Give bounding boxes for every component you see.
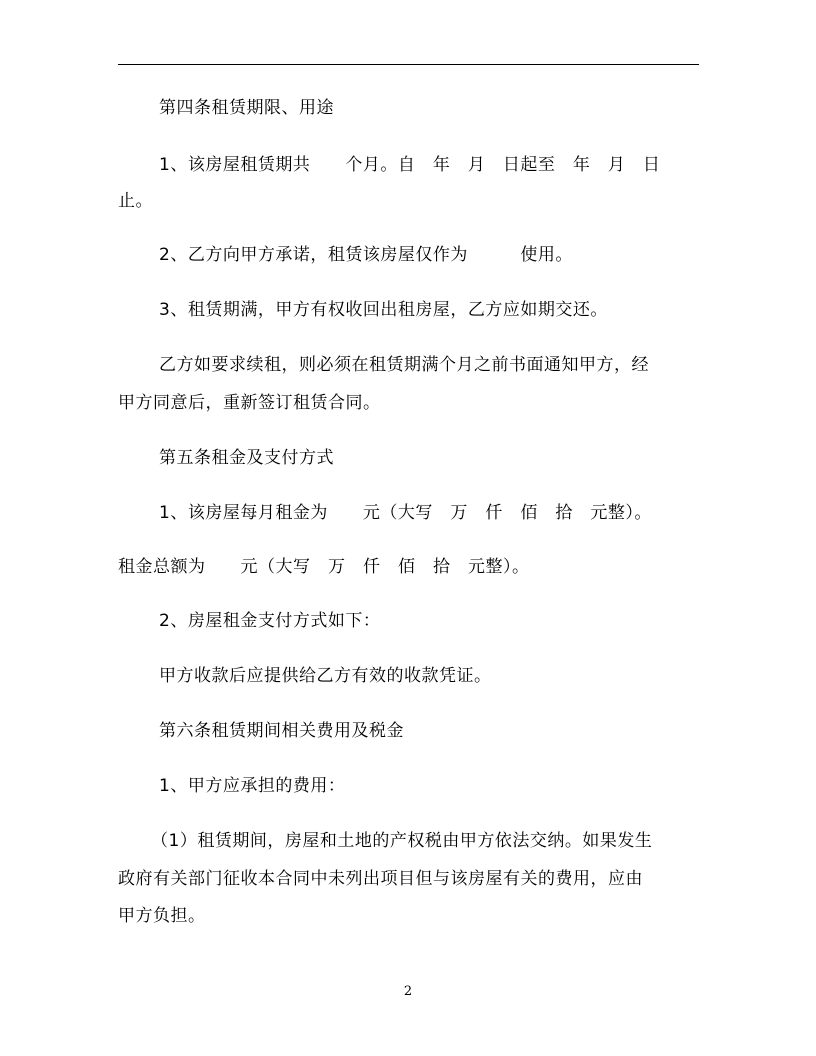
paragraph-line: 2、乙方向甲方承诺，租赁该房屋仅作为 使用。 — [159, 245, 573, 265]
paragraph-line: 1、该房屋租赁期共 个月。自 年 月 日起至 年 月 日 — [159, 155, 661, 175]
paragraph-line: 甲方负担。 — [118, 906, 206, 926]
article-4-heading: 第四条租赁期限、用途 — [159, 98, 334, 118]
header-rule — [118, 64, 699, 65]
paragraph-line: 甲方同意后，重新签订租赁合同。 — [118, 393, 381, 413]
paragraph-line: 3、租赁期满，甲方有权收回出租房屋，乙方应如期交还。 — [159, 300, 608, 320]
paragraph-line: 2、房屋租金支付方式如下： — [159, 611, 381, 631]
paragraph-line: 1、甲方应承担的费用： — [159, 776, 346, 796]
paragraph-line: 政府有关部门征收本合同中未列出项目但与该房屋有关的费用，应由 — [118, 869, 643, 889]
article-6-heading: 第六条租赁期间相关费用及税金 — [159, 721, 404, 741]
paragraph-line: 乙方如要求续租，则必须在租赁期满个月之前书面通知甲方，经 — [159, 355, 649, 375]
article-5-heading: 第五条租金及支付方式 — [159, 448, 334, 468]
paragraph-line: 止。 — [118, 191, 153, 211]
page-number: 2 — [403, 984, 413, 999]
paragraph-line: 甲方收款后应提供给乙方有效的收款凭证。 — [159, 666, 492, 686]
paragraph-line: （1）租赁期间，房屋和土地的产权税由甲方依法交纳。如果发生 — [151, 831, 653, 851]
paragraph-line: 租金总额为 元（大写 万 仟 佰 拾 元整）。 — [118, 557, 530, 577]
paragraph-line: 1、该房屋每月租金为 元（大写 万 仟 佰 拾 元整）。 — [159, 503, 652, 523]
